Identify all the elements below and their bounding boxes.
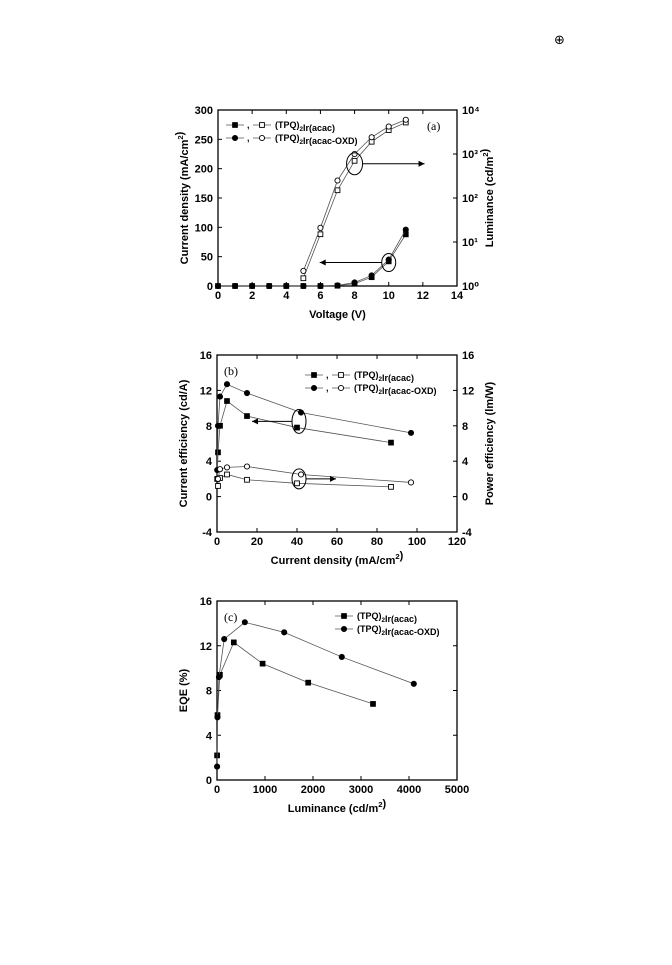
- plot-frame: [217, 355, 457, 532]
- data-point: [267, 283, 272, 288]
- legend-separator: ,: [247, 133, 250, 143]
- y-tick-label: 100: [194, 222, 213, 235]
- y-tick-label: 16: [199, 350, 212, 362]
- x-tick-label: 20: [250, 536, 264, 548]
- publisher-mark: ⊕: [554, 33, 565, 48]
- data-point: [225, 472, 230, 477]
- y2-tick-label: 10²: [462, 193, 478, 205]
- data-point: [222, 636, 227, 641]
- x-tick-label: 6: [317, 290, 324, 302]
- x-tick-label: 80: [370, 536, 384, 548]
- annotation-arrowhead: [419, 161, 425, 167]
- y-tick-label: 12: [199, 640, 212, 653]
- data-point: [250, 283, 255, 288]
- y-tick-label: 50: [200, 251, 213, 264]
- data-point: [216, 450, 221, 455]
- data-point: [224, 465, 229, 470]
- data-point: [215, 715, 220, 720]
- data-point: [339, 654, 344, 659]
- x-tick-label: 12: [416, 290, 429, 302]
- data-point: [408, 430, 413, 435]
- data-point: [284, 283, 289, 288]
- y-tick-label: 8: [205, 685, 212, 698]
- data-point: [215, 476, 220, 481]
- x-tick-label: 0: [213, 784, 221, 796]
- y-tick-label: 0: [205, 775, 212, 787]
- y-tick-label: 12: [199, 385, 212, 398]
- legend-separator: ,: [247, 120, 250, 130]
- data-point: [244, 390, 249, 395]
- series-line: [217, 384, 411, 470]
- legend-marker: [338, 385, 343, 390]
- x-tick-label: 2: [249, 290, 256, 302]
- data-point: [225, 399, 230, 404]
- data-point: [403, 227, 408, 232]
- series-line: [217, 622, 414, 766]
- legend-entry: $(TPQ)_2Ir(acac-OXD)$: [275, 133, 358, 146]
- data-point: [369, 273, 374, 278]
- panel-label: (c): [224, 610, 238, 624]
- x-tick-label: 8: [351, 290, 358, 302]
- x-tick-label: 4: [283, 290, 290, 302]
- x-tick-label: 2000: [300, 784, 326, 796]
- legend-entry: $(TPQ)_2Ir(acac)$: [354, 370, 415, 383]
- y-tick-label: 200: [194, 163, 213, 176]
- legend-separator: ,: [326, 383, 329, 393]
- legend-marker: [339, 373, 344, 378]
- data-point: [301, 268, 306, 273]
- y2-tick-label: 0: [462, 491, 469, 504]
- data-point: [318, 225, 323, 230]
- y2-tick-label: -4: [462, 527, 472, 539]
- y2-tick-label: 4: [462, 456, 469, 469]
- legend-entry: $(TPQ)_2Ir(acac-OXD)$: [354, 383, 437, 396]
- chart-panel-1: [174, 105, 496, 321]
- data-point: [306, 680, 311, 685]
- y-tick-label: 8: [205, 420, 212, 433]
- data-point: [216, 484, 221, 489]
- x-tick-label: 3000: [348, 784, 374, 796]
- data-point: [298, 472, 303, 477]
- x-tick-label: 14: [450, 290, 464, 302]
- data-point: [282, 630, 287, 635]
- x-tick-label: 0: [213, 536, 221, 548]
- y-tick-label: -4: [202, 527, 212, 539]
- data-point: [242, 620, 247, 625]
- series-line: [217, 642, 373, 755]
- data-point: [408, 480, 413, 485]
- series-line: [218, 234, 406, 286]
- data-point: [352, 151, 357, 156]
- y-axis-label: Current density $(mA/cm^2)$: [174, 131, 191, 265]
- data-point: [231, 640, 236, 645]
- y2-tick-label: 12: [462, 385, 475, 398]
- data-point: [232, 283, 237, 288]
- legend-marker: [342, 614, 347, 619]
- y-tick-label: 4: [205, 456, 212, 469]
- legend-marker: [259, 135, 264, 140]
- data-point: [244, 464, 249, 469]
- data-point: [295, 425, 300, 430]
- panel-label: (b): [224, 364, 238, 378]
- data-point: [217, 467, 222, 472]
- legend-marker: [260, 123, 265, 128]
- data-point: [216, 674, 221, 679]
- y2-tick-label: 10¹: [462, 237, 478, 249]
- data-point: [386, 257, 391, 262]
- chart-panel-2: [178, 350, 496, 567]
- data-point: [335, 178, 340, 183]
- y-tick-label: 0: [205, 491, 212, 504]
- legend-marker: [232, 135, 237, 140]
- data-point: [215, 423, 220, 428]
- data-point: [352, 280, 357, 285]
- annotation-arrowhead: [320, 260, 326, 266]
- y2-tick-label: 10⁴: [462, 105, 480, 117]
- data-point: [386, 124, 391, 129]
- data-point: [352, 158, 357, 163]
- x-axis-label: Current density $(mA/cm^2)$: [270, 550, 404, 567]
- data-point: [301, 283, 306, 288]
- y-axis-label: EQE (%): [178, 668, 190, 713]
- data-point: [335, 188, 340, 193]
- chart-panel-3: [178, 596, 469, 815]
- data-point: [403, 117, 408, 122]
- x-tick-label: 0: [214, 290, 222, 302]
- x-tick-label: 100: [407, 536, 427, 548]
- data-point: [389, 484, 394, 489]
- data-point: [215, 283, 220, 288]
- data-point: [217, 394, 222, 399]
- y2-tick-label: 10⁰: [462, 281, 480, 293]
- y2-axis-label: Power efficiency (lm/W): [484, 381, 496, 506]
- legend-entry: $(TPQ)_2Ir(acac-OXD)$: [357, 624, 440, 637]
- legend-marker: [233, 123, 238, 128]
- panel-label: (a): [427, 119, 441, 133]
- y2-tick-label: 8: [462, 420, 469, 433]
- data-point: [301, 276, 306, 281]
- x-tick-label: 60: [330, 536, 344, 548]
- y2-axis-label: Luminance $(cd/m^2)$: [479, 148, 496, 248]
- annotation-arrowhead: [252, 418, 258, 424]
- x-tick-label: 1000: [252, 784, 278, 796]
- legend-marker: [312, 373, 317, 378]
- y-tick-label: 4: [205, 730, 212, 743]
- x-axis-label: Voltage (V): [309, 309, 366, 321]
- legend-marker: [311, 385, 316, 390]
- data-point: [214, 764, 219, 769]
- data-point: [335, 283, 340, 288]
- x-tick-label: 120: [447, 536, 467, 548]
- x-tick-label: 4000: [396, 784, 422, 796]
- x-tick-label: 5000: [444, 784, 470, 796]
- data-point: [224, 382, 229, 387]
- data-point: [411, 681, 416, 686]
- y-tick-label: 150: [194, 193, 213, 205]
- data-point: [389, 440, 394, 445]
- y2-tick-label: 16: [462, 350, 475, 362]
- data-point: [245, 477, 250, 482]
- y-axis-label: Current efficiency (cd/A): [178, 379, 190, 508]
- legend-separator: ,: [326, 370, 329, 380]
- legend-marker: [341, 626, 346, 631]
- y-tick-label: 0: [206, 281, 213, 293]
- y-tick-label: 250: [194, 134, 213, 147]
- data-point: [245, 414, 250, 419]
- data-point: [295, 481, 300, 486]
- data-point: [369, 135, 374, 140]
- data-point: [371, 702, 376, 707]
- x-tick-label: 40: [290, 536, 304, 548]
- series-line: [218, 230, 406, 286]
- y-tick-label: 300: [194, 105, 213, 117]
- legend-entry: $(TPQ)_2Ir(acac)$: [275, 120, 336, 133]
- data-point: [260, 661, 265, 666]
- y2-tick-label: 10³: [462, 149, 478, 161]
- x-tick-label: 10: [382, 290, 395, 302]
- data-point: [318, 283, 323, 288]
- y-tick-label: 16: [199, 596, 212, 608]
- x-axis-label: Luminance $(cd/m^2)$: [287, 798, 387, 815]
- legend-entry: $(TPQ)_2Ir(acac)$: [357, 611, 418, 624]
